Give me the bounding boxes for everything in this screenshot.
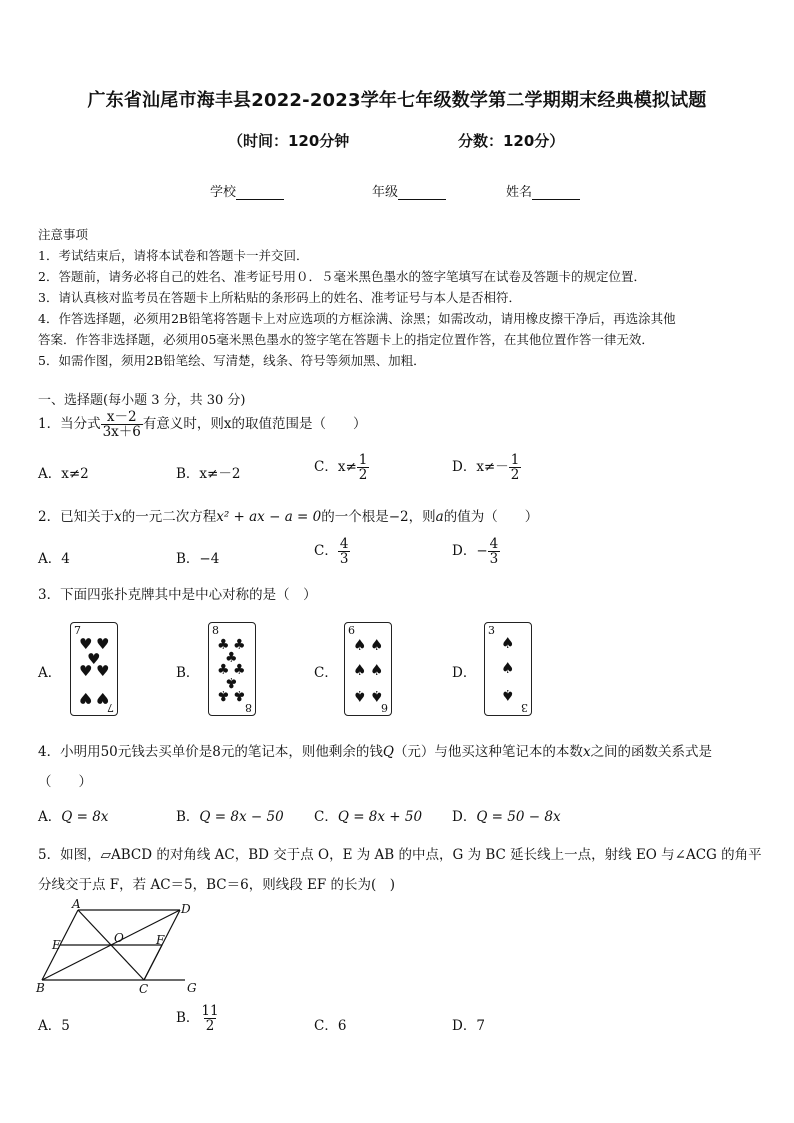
- q3-option-d: D．: [452, 665, 477, 681]
- playing-card-3-spades: 3 3 ♠ ♠ ♠: [484, 622, 532, 716]
- question-5: 5．如图，▱ABCD 的对角线 AC，BD 交于点 O，E 为 AB 的中点，G 为 BC 延长线上一点，射线 EO 与∠ACG 的角平: [38, 847, 762, 863]
- q4-option-d: D．Q = 50 − 8x: [452, 809, 561, 825]
- club-icon: ♣: [233, 687, 246, 703]
- club-icon: ♣: [217, 637, 230, 653]
- parallelogram-figure: [30, 895, 210, 1000]
- notes-item: 答案．作答非选择题，必须用05毫米黑色墨水的签字笔在答题卡上的指定位置作答，在其他位置作答一律无效．: [38, 332, 654, 347]
- spade-icon: ♠: [501, 634, 515, 652]
- label-f: F: [156, 933, 165, 947]
- question-4: 4．小明用50元钱去买单价是8元的笔记本，则他剩余的钱Q（元）与他买这种笔记本的本数x之间的函数关系式是: [38, 744, 713, 760]
- spade-icon: ♠: [353, 661, 367, 679]
- spade-icon: ♠: [501, 659, 515, 677]
- q4-option-a: A．Q = 8x: [38, 809, 109, 825]
- name-field: 姓名: [506, 181, 580, 200]
- club-icon: ♣: [217, 662, 230, 678]
- club-icon: ♣: [233, 637, 246, 653]
- label-d: D: [181, 902, 191, 916]
- q4-option-b: B．Q = 8x − 50: [176, 809, 284, 825]
- notes-heading: 注意事项: [38, 227, 89, 242]
- q1-option-b: B．x≠－2: [176, 466, 241, 482]
- spade-icon: ♠: [370, 636, 384, 654]
- heart-icon: ♥: [96, 662, 110, 680]
- club-icon: ♣: [225, 674, 238, 690]
- q3-option-b: B．: [176, 665, 200, 681]
- q5-option-d: D．7: [452, 1018, 485, 1034]
- notes-block: [38, 224, 758, 371]
- question-4-line2: （ ）: [38, 774, 92, 790]
- grade-field: 年级: [372, 181, 446, 200]
- q1-option-c: C．x≠ $\frac{1}{2}$: [314, 452, 368, 484]
- club-icon: ♣: [217, 687, 230, 703]
- spade-icon: ♠: [370, 661, 384, 679]
- spade-icon: ♠: [501, 686, 515, 704]
- question-5-line2: 分线交于点 F，若 AC＝5，BC＝6，则线段 EF 的长为( ): [38, 877, 396, 893]
- q1-option-a: A．x≠2: [38, 466, 89, 482]
- playing-card-6-spades: 6 6 ♠ ♠ ♠ ♠ ♠ ♠: [344, 622, 392, 716]
- fraction: $\frac{x-2}{3x+6}$: [102, 409, 141, 441]
- notes-item: 5．如需作图，须用2B铅笔绘、写清楚，线条、符号等须加黑、加粗．: [38, 353, 426, 368]
- segment-fc: [144, 945, 162, 980]
- school-field: 学校: [210, 181, 284, 200]
- q5-option-b: B． $\frac{11}{2}$: [176, 1003, 219, 1035]
- label-b: B: [36, 981, 45, 995]
- q2-option-b: B．−4: [176, 551, 220, 567]
- heart-icon: ♥: [87, 650, 101, 668]
- section-heading: 一、选择题(每小题 3 分，共 30 分): [38, 393, 246, 408]
- label-a: A: [72, 897, 81, 911]
- score-label: 分数：120分）: [458, 132, 565, 150]
- q2-option-d: D．− $\frac{4}{3}$: [452, 536, 499, 568]
- q4-option-c: C．Q = 8x + 50: [314, 809, 423, 825]
- club-icon: ♣: [225, 650, 238, 666]
- q5-option-c: C．6: [314, 1018, 347, 1034]
- heart-icon: ♥: [79, 635, 93, 653]
- time-label: （时间：120分钟: [228, 132, 350, 150]
- spade-icon: ♠: [353, 687, 367, 705]
- notes-item: 1．考试结束后，请将本试卷和答题卡一并交回．: [38, 248, 309, 263]
- q5-option-a: A．5: [38, 1018, 70, 1034]
- label-c: C: [139, 982, 149, 996]
- playing-card-7-hearts: 7 7 ♥ ♥ ♥ ♥ ♥ ♥ ♥: [70, 622, 118, 716]
- q3-option-a: A．: [38, 665, 62, 681]
- question-1: 1．当分式 $\frac{x-2}{3x+6}$ 有意义时，则x的取值范围是（ ）: [38, 409, 367, 441]
- notes-item: 3．请认真核对监考员在答题卡上所粘贴的条形码上的姓名、准考证号与本人是否相符．: [38, 290, 521, 305]
- heart-icon: ♥: [79, 662, 93, 680]
- spade-icon: ♠: [353, 636, 367, 654]
- q2-option-a: A．4: [38, 551, 70, 567]
- q3-option-c: C．: [314, 665, 338, 681]
- label-o: O: [114, 931, 124, 945]
- notes-item: 2．答题前，请务必将自己的姓名、准考证号用０．５毫米黑色墨水的签字笔填写在试卷及答题卡的规定位置．: [38, 269, 646, 284]
- label-g: G: [187, 981, 197, 995]
- question-2: 2．已知关于x的一元二次方程x² + ax − a = 0的一个根是−2，则a的值为（ ）: [38, 509, 539, 525]
- playing-card-8-clubs: 8 8 ♣ ♣ ♣ ♣ ♣ ♣ ♣ ♣: [208, 622, 256, 716]
- spade-icon: ♠: [370, 687, 384, 705]
- q2-option-c: C． $\frac{4}{3}$: [314, 536, 349, 568]
- heart-icon: ♥: [79, 689, 93, 707]
- heart-icon: ♥: [96, 635, 110, 653]
- notes-item: 4．作答选择题，必须用2B铅笔将答题卡上对应选项的方框涂满、涂黑；如需改动，请用橡皮擦干净后，再选涂其他: [38, 311, 676, 326]
- page-title: 广东省汕尾市海丰县2022-2023学年七年级数学第二学期期末经典模拟试题: [87, 90, 707, 111]
- q1-option-d: D．x≠－ $\frac{1}{2}$: [452, 452, 520, 484]
- question-3: 3．下面四张扑克牌其中是中心对称的是（ ）: [38, 587, 317, 603]
- heart-icon: ♥: [96, 689, 110, 707]
- club-icon: ♣: [233, 662, 246, 678]
- label-e: E: [52, 938, 61, 952]
